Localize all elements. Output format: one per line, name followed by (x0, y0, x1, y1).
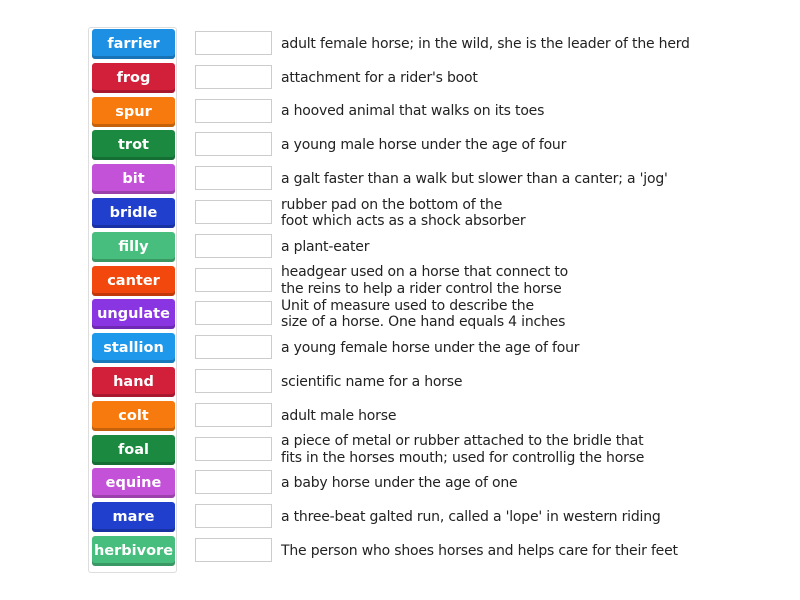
drop-zone[interactable] (195, 504, 272, 528)
definition-text: attachment for a rider's boot (281, 69, 478, 86)
drop-zone[interactable] (195, 234, 272, 258)
definition-text: a plant-eater (281, 238, 370, 255)
match-row (0, 399, 800, 433)
word-tile[interactable]: foal (92, 435, 175, 465)
word-tile[interactable]: bit (92, 164, 175, 194)
drop-zone[interactable] (195, 65, 272, 89)
match-row (0, 365, 800, 399)
match-row (0, 95, 800, 129)
match-row (0, 27, 800, 61)
match-row (0, 331, 800, 365)
drop-zone[interactable] (195, 200, 272, 224)
drop-zone[interactable] (195, 166, 272, 190)
drop-zone[interactable] (195, 335, 272, 359)
definition-text: scientific name for a horse (281, 373, 463, 390)
drop-zone[interactable] (195, 538, 272, 562)
drop-zone[interactable] (195, 268, 272, 292)
match-row (0, 196, 800, 230)
definition-text: a hooved animal that walks on its toes (281, 103, 545, 120)
drop-zone[interactable] (195, 437, 272, 461)
word-tile[interactable]: equine (92, 468, 175, 498)
match-row (0, 264, 800, 298)
definition-text: a galt faster than a walk but slower than a canter; a 'jog' (281, 170, 668, 187)
drop-zone[interactable] (195, 369, 272, 393)
word-tile[interactable]: bridle (92, 198, 175, 228)
word-tile[interactable]: spur (92, 97, 175, 127)
drop-zone[interactable] (195, 99, 272, 123)
match-row (0, 230, 800, 264)
match-row (0, 61, 800, 95)
word-tile[interactable]: hand (92, 367, 175, 397)
definition-text: a young female horse under the age of four (281, 339, 580, 356)
word-tile[interactable]: mare (92, 502, 175, 532)
word-tile[interactable]: colt (92, 401, 175, 431)
definition-text: headgear used on a horse that connect to the reins to help a rider control the horse (281, 264, 569, 297)
definition-text: a three-beat galted run, called a 'lope' in western riding (281, 508, 661, 525)
word-tile[interactable]: filly (92, 232, 175, 262)
match-row (0, 433, 800, 467)
drop-zone[interactable] (195, 132, 272, 156)
drop-zone[interactable] (195, 403, 272, 427)
definition-text: a young male horse under the age of four (281, 137, 567, 154)
match-row (0, 297, 800, 331)
definition-text: a baby horse under the age of one (281, 475, 518, 492)
word-tile[interactable]: frog (92, 63, 175, 93)
word-tile[interactable]: farrier (92, 29, 175, 59)
drop-zone[interactable] (195, 470, 272, 494)
definition-text: Unit of measure used to describe the size of a horse. One hand equals 4 inches (281, 297, 566, 331)
match-row (0, 500, 800, 534)
word-tile[interactable]: trot (92, 130, 175, 160)
definition-text: a piece of metal or rubber attached to the bridle that fits in the horses mouth; used for controllig the horse (281, 433, 645, 466)
word-tile[interactable]: stallion (92, 333, 175, 363)
definition-text: adult male horse (281, 407, 397, 424)
match-row (0, 466, 800, 500)
definition-text: adult female horse; in the wild, she is the leader of the herd (281, 35, 690, 52)
match-row (0, 534, 800, 568)
match-row (0, 128, 800, 162)
definition-text: The person who shoes horses and helps care for their feet (281, 542, 678, 559)
word-tile[interactable]: canter (92, 266, 175, 296)
definition-text: rubber pad on the bottom of the foot which acts as a shock absorber (281, 196, 526, 229)
drop-zone[interactable] (195, 31, 272, 55)
drop-zone[interactable] (195, 301, 272, 325)
word-tile[interactable]: herbivore (92, 536, 175, 566)
word-tile[interactable]: ungulate (92, 299, 175, 329)
match-row (0, 162, 800, 196)
